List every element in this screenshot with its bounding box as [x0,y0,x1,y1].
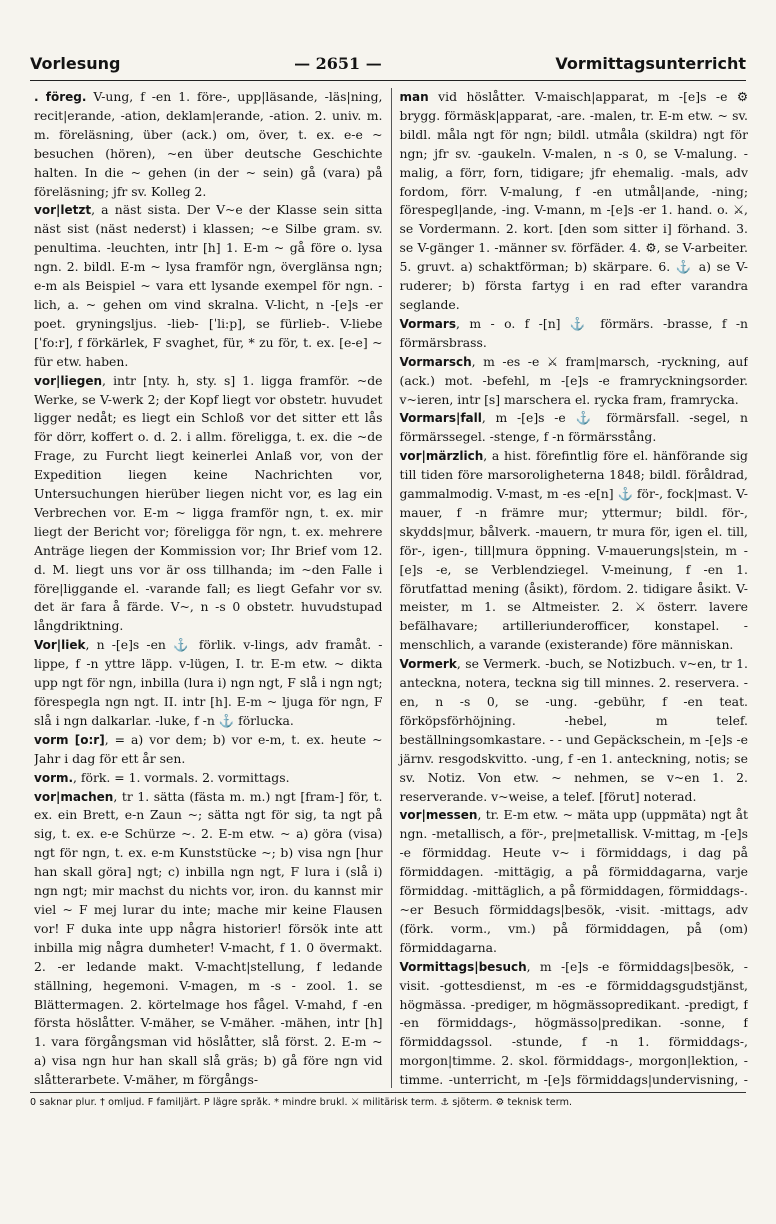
dictionary-entry: vorm [o:r], = a) vor dem; b) vor e-m, t. ex. heute ~ Jahr i dag för ett år sen. [34,731,383,766]
entry-headword: Vormars [399,316,456,331]
entry-headword: Vormerk [399,657,457,672]
dictionary-entry: Vormerk, se Vermerk. -buch, se Notizbuch. v~en, tr 1. anteckna, notera, teckna sig till minnes. 2. reservera. -en, n -s 0, se -ung. -gebühr, f -en teat. förköpsförhöjning. -hebel, m telef. beställningsomkastare. - - und Gepäckschein, m -[e]s -e järnv. resgodskvitto. -ung, f -en 1. anteckning, notis; se sv. Notiz. Von etw. ~ nehmen, se v~en 1. 2. reserverande. v~weise, a telef. [förut] noterad. [399,656,748,804]
entry-headword: vor|machen [34,789,114,804]
dictionary-entry: Vormittags|besuch, m -[e]s -e förmiddags|besök, -visit. -gottesdienst, m -es -e förmiddagsgudstjänst, högmässa. -prediger, m högmässopredikant. -predigt, f -en förmiddags-, högmässo|predikan. -sonne, f förmiddagssol. -stunde, f -n 1. förmiddags-, morgon|timme. 2. skol. förmiddags-, morgon|lektion, -timme. -unterricht, m -[e]s förmiddags|undervisning, - [399,958,748,1088]
running-head-right: Vormittagsunterricht [555,54,746,73]
entry-headword: Vormars|fall [399,411,482,426]
entry-headword: vorm. [34,770,74,785]
entry-headword: Vormittags|besuch [399,959,527,974]
dictionary-entry: vor|letzt, a näst sista. Der V~e der Klasse sein sitta näst sist (näst nederst) i klassen; ~e Silbe gram. sv. penultima. -leuchten, intr [h] 1. E-m ~ gå före o. lysa ngn. 2. bildl. E-m ~ lysa framför ngn, överglänsa ngn; e-m als Beispiel ~ vara ett lysande exempel för ngn. -lich, a. ~ gehen om vind skralna. V-licht, n -[e]s -er poet. gryningsljus. -lieb- [ˈli:p], se fürlieb-. V-liebe [ˈfo:r], f förkärlek, F svaghet, für, * zu för, t. ex. [e-e] ~ für etw. haben. [34,202,383,369]
entry-headword: . föreg. [34,90,87,104]
entry-headword: vor|letzt [34,203,92,218]
entry-headword: vor|liegen [34,373,103,388]
dictionary-entry: man vid höslåtter. V-maisch|apparat, m -[e]s -e ⚙ brygg. förmäsk|apparat, -are. -malen, tr. E-m etw. ~ sv. bildl. måla ngt för ngn; bildl. utmåla (skildra) ngt för ngn; jfr sv. -gaukeln. V-malen, n -s 0, se V-malung. -malig, a förr, forn, tidigare; jfr ehemalig. -mals, adv fordom, förr. V-malung, f -en utmål|ande, -ning; förespegl|ande, -ing. V-mann, m -[e]s -er 1. hand. o. ⚔, se Vordermann. 2. kort. [den som sitter i] förhand. 3. se V-gänger 1. -männer sv. förfäder. 4. ⚙, se V-arbeiter. 5. gruvt. a) schaktförman; b) skärpare. 6. ⚓ a) se V-ruderer; b) första fartyg i en rad efter varandra seglande. [399,89,748,312]
dictionary-entry: vorm., förk. = 1. vormals. 2. vormittags. [34,769,290,785]
entry-headword: Vor|liek [34,638,86,653]
dictionary-entry: Vormars, m - o. f -[n] ⚓ förmärs. -brasse, f -n förmärsbrass. [399,315,748,350]
two-column-body [34,88,748,1088]
page-header [30,54,746,81]
entry-headword: vor|messen [399,808,478,823]
entry-headword: man [399,90,429,104]
dictionary-entry: Vormarsch, m -es -e ⚔ fram|marsch, -ryckning, auf (ack.) mot. -befehl, m -[e]s -e framryckningsorder. v~ieren, intr [s] marschera el. rycka fram, framrycka. [399,353,748,407]
dictionary-entry: vor|machen, tr 1. sätta (fästa m. m.) ngt [fram-] för, t. ex. ein Brett, e-n Zaun ~; sätta ngt för sig, ta ngt på sig, t. ex. e-e Schürze ~. 2. E-m etw. ~ a) göra (visa) ngt för ngn, t. ex. e-m Kunststücke ~; b) visa ngn [hur han skall göra] ngt; c) inbilla ngn ngt, F lura i (slå i) ngn ngt; mir machst du nichts vor, iron. du kannst mir viel ~ F mej lurar du inte; mache mir keine Flausen vor! F duka inte upp några historier! försök inte att inbilla mig några dumheter! V-macht, f 1. 0 övermakt. 2. -er ledande makt. V-macht|stellung, f ledande ställning, hegemoni. V-magen, m -s - zool. 1. se Blättermagen. 2. körtelmage hos fågel. V-mahd, f -en första höslåtter. V-mäher, se V-mäher. -mähen, intr [h] 1. vara förgångsman vid höslåtter, slå först. 2. E-m ~ a) visa ngn hur han skall slå gräs; b) gå före ngn vid slåtterarbete. V-mäher, m förgångs- [34,788,383,1088]
dictionary-entry: Vor|liek, n -[e]s -en ⚓ förlik. v-lings, adv framåt. -lippe, f -n yttre läpp. v-lügen, I. tr. E-m etw. ~ dikta upp ngt för ngn, inbilla (lura i) ngn ngt, F slå i ngn ngt; förespegla ngn ngt. II. intr [h]. E-m ~ ljuga för ngn, F slå i ngn dalkarlar. -luke, f -n ⚓ förlucka. [34,637,383,728]
right-column [392,88,749,1088]
page-number: — 2651 — [294,54,382,73]
abbreviation-legend: 0 saknar plur. † omljud. F familjärt. P lägre språk. * mindre brukl. ⚔ militärisk term. ⚓ sjöterm. ⚙ teknisk term. [30,1097,573,1108]
dictionary-entry: . föreg. V-ung, f -en 1. före-, upp|läsande, -läs|ning, recit|erande, -ation, deklam|erande, -ation. 2. univ. m. m. föreläsning, über (ack.) om, över, t. ex. e-e ~ besuchen (hören), ~en über deutsche Geschichte halten. In die ~ gehen (in der ~ sein) gå (vara) på föreläsning; jfr sv. Kolleg 2. [34,89,383,199]
dictionary-entry: Vormars|fall, m -[e]s -e ⚓ förmärsfall. -segel, n förmärssegel. -stenge, f -n förmärsstång. [399,410,748,445]
entry-headword: vorm [o:r] [34,732,105,747]
entry-headword: Vormarsch [399,354,472,369]
dictionary-entry: vor|messen, tr. E-m etw. ~ mäta upp (uppmäta) ngt åt ngn. -metallisch, a för-, pre|metallisk. V-mittag, m -[e]s -e förmiddag. Heute v~ i förmiddags, i dag på förmiddagen. -mittägig, a på förmiddagarna, varje förmiddag. -mittäglich, a på förmiddagen, förmiddags-. ~er Besuch förmiddags|besök, -visit. -mittags, adv (förk. vorm., vm.) på förmiddagen, på (om) förmiddagarna. [399,807,748,955]
left-column [34,88,392,1088]
running-head-left: Vorlesung [30,54,121,73]
footer-rule [30,1092,746,1093]
dictionary-entry: vor|märzlich, a hist. förefintlig före el. hänförande sig till tiden före marsoroligheterna 1848; bildl. föråldrad, gammalmodig. V-mast, m -es -e[n] ⚓ för-, fock|mast. V-mauer, f -n främre mur; yttermur; bildl. för-, skydds|mur, bålverk. -mauern, tr mura för, igen el. till, för-, igen-, till|mura öppning. V-mauerungs|stein, m -[e]s -e, se Verblendziegel. V-meinung, f -en 1. förutfattad mening (åsikt), fördom. 2. tidigare åsikt. V-meister, m 1. se Altmeister. 2. ⚔ österr. lavere befälhavare; artilleriunderofficer, konstapel. -menschlich, a varande (existerande) före människan. [399,448,748,653]
entry-headword: vor|märzlich [399,449,484,464]
dictionary-entry: vor|liegen, intr [nty. h, sty. s] 1. ligga framför. ~de Werke, se V-werk 2; der Kopf liegt vor obstetr. huvudet ligger nedåt; es liegt ein Schloß vor det sitter ett lås för dörr, koffert o. d. 2. i allm. föreligga, t. ex. die ~de Frage, zu Furcht liegt keinerlei Anlaß vor, von der Expedition liegen keine Nachrichten vor, Untersuchungen hierüber liegen nicht vor, es lag ein Verbrechen vor. E-m ~ ligga framför ngn, t. ex. mir liegt der Bericht vor; föreligga för ngn, t. ex. mehrere Anträge liegen der Kommission vor; Ihr Brief vom 12. d. M. liegt uns vor är oss tillhanda; im ~den Falle i före|liggande el. -varande fall; es liegt Gefahr vor sv. det är fara å färde. V~, n -s 0 obstetr. huvudstupad långdriktning. [34,372,383,634]
